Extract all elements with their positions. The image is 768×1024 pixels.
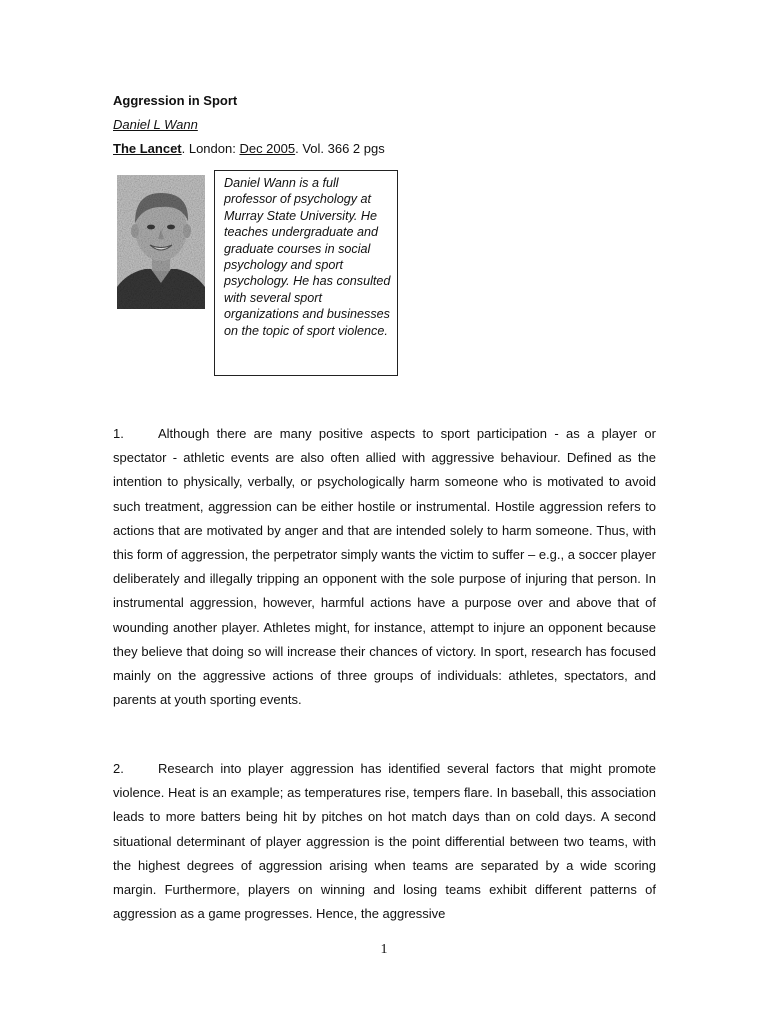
citation-journal[interactable]: The Lancet [113,141,182,156]
page-number: 1 [380,942,388,957]
body-paragraph [113,757,656,926]
citation-date[interactable]: Dec 2005 [239,141,296,156]
paragraph-text: Although there are many positive aspects to sport participation - as a player or spectator - athletic events are also often allied with aggressive behaviour. Defined as the intention to physically, verbally, or psychologically harm someone who is motivated to avoid such treatment, aggression can be either hostile or instrumental. Hostile aggression refers to actions that are motivated by anger and that are intended solely to harm someone. Thus, with this form of aggression, the perpetrator simply wants the victim to suffer – e.g., a soccer player deliberately and illegally tripping an opponent with the sole purpose of injuring that person. In instrumental aggression, however, harmful actions have a purpose over and above that of wounding another player. Athletes might, for instance, attempt to injure an opponent because they believe that doing so will increase their chances of victory. In sport, research has focused mainly on the aggressive actions of three groups of individuals: athletes, spectators, and parents at youth sporting events. [113,426,656,708]
citation-volume-pages: . Vol. 366 2 pgs [295,141,385,156]
author-bio-text: Daniel Wann is a full professor of psychology at Murray State University. He teaches undergraduate and graduate courses in social psychology and sport psychology. He has consulted with several sport organizations and businesses on the topic of sport violence. [224,176,391,338]
article-title: Aggression in Sport [113,93,238,108]
paragraph-text: Research into player aggression has identified several factors that might promote violence. Heat is an example; as temperatures rise, tempers flare. In baseball, this association leads to more batters being hit by pitches on hot match days than on cold days. A second situational determinant of player aggression is the point differential between two teams, with the highest degrees of aggression arising when teams are separated by a wide scoring margin. Furthermore, players on winning and losing teams exhibit different patterns of aggression as a game progresses. Hence, the aggressive [113,761,656,922]
body-paragraph [113,422,656,712]
author-bio-box [214,170,398,376]
article-author[interactable]: Daniel L Wann [113,117,198,132]
citation-location: . London: [181,141,240,156]
article-citation [113,141,385,156]
author-photo [117,175,205,309]
paragraph-number: 2. [113,761,124,776]
paragraph-number: 1. [113,426,124,441]
